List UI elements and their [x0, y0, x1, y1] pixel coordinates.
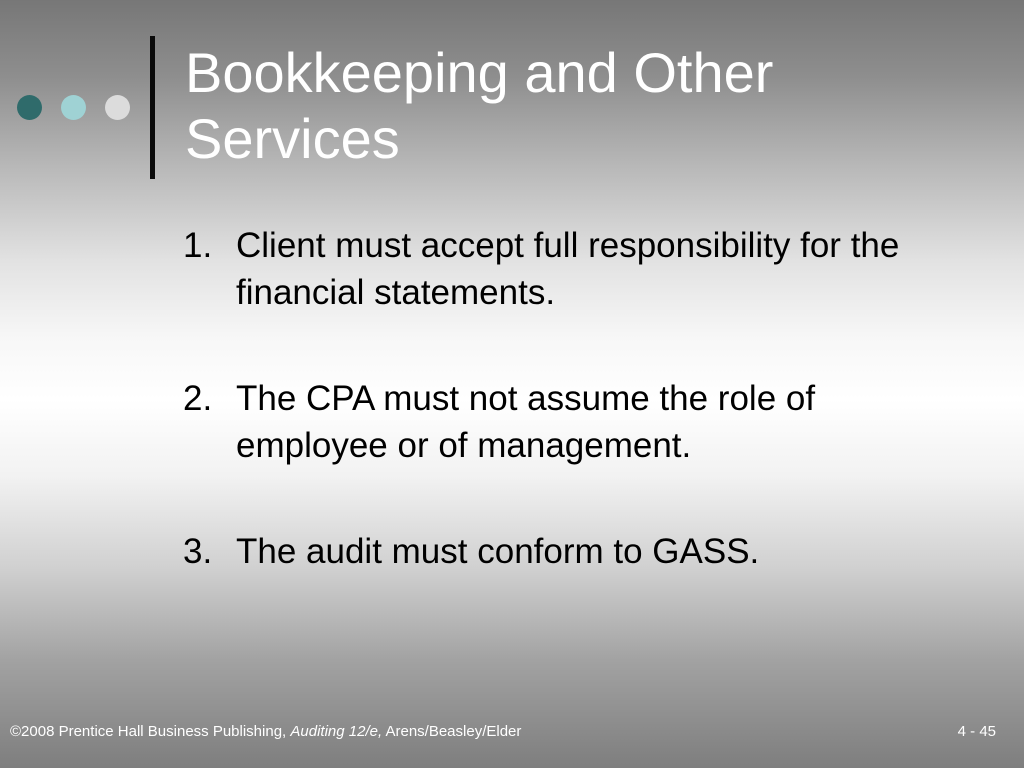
- footer-copyright: [10, 723, 521, 740]
- list-item-text: The audit must conform to GASS.: [236, 532, 760, 571]
- footer-book-title: Auditing 12/e,: [290, 723, 383, 740]
- title-divider: [150, 36, 155, 179]
- page-number: 4 - 45: [957, 723, 996, 740]
- decorative-dots: [17, 94, 149, 120]
- slide-title: Bookkeeping and Other Services: [185, 41, 774, 170]
- list-item-number: 1.: [183, 226, 213, 265]
- list-item-number: 3.: [183, 532, 213, 571]
- list-item-number: 2.: [183, 379, 213, 418]
- dot-light-teal: [61, 95, 86, 120]
- list-item-text: Client must accept full responsibility for the financial statements.: [236, 226, 900, 312]
- numbered-list: [183, 222, 903, 634]
- list-item: [183, 528, 903, 575]
- list-item-text: The CPA must not assume the role of employee or of management.: [236, 379, 816, 465]
- footer-authors: Arens/Beasley/Elder: [385, 723, 522, 740]
- list-item: [183, 375, 903, 469]
- dot-dark-teal: [17, 95, 42, 120]
- list-item: [183, 222, 903, 316]
- dot-light-gray: [105, 95, 130, 120]
- footer-copyright-text: ©2008 Prentice Hall Business Publishing,: [10, 723, 287, 740]
